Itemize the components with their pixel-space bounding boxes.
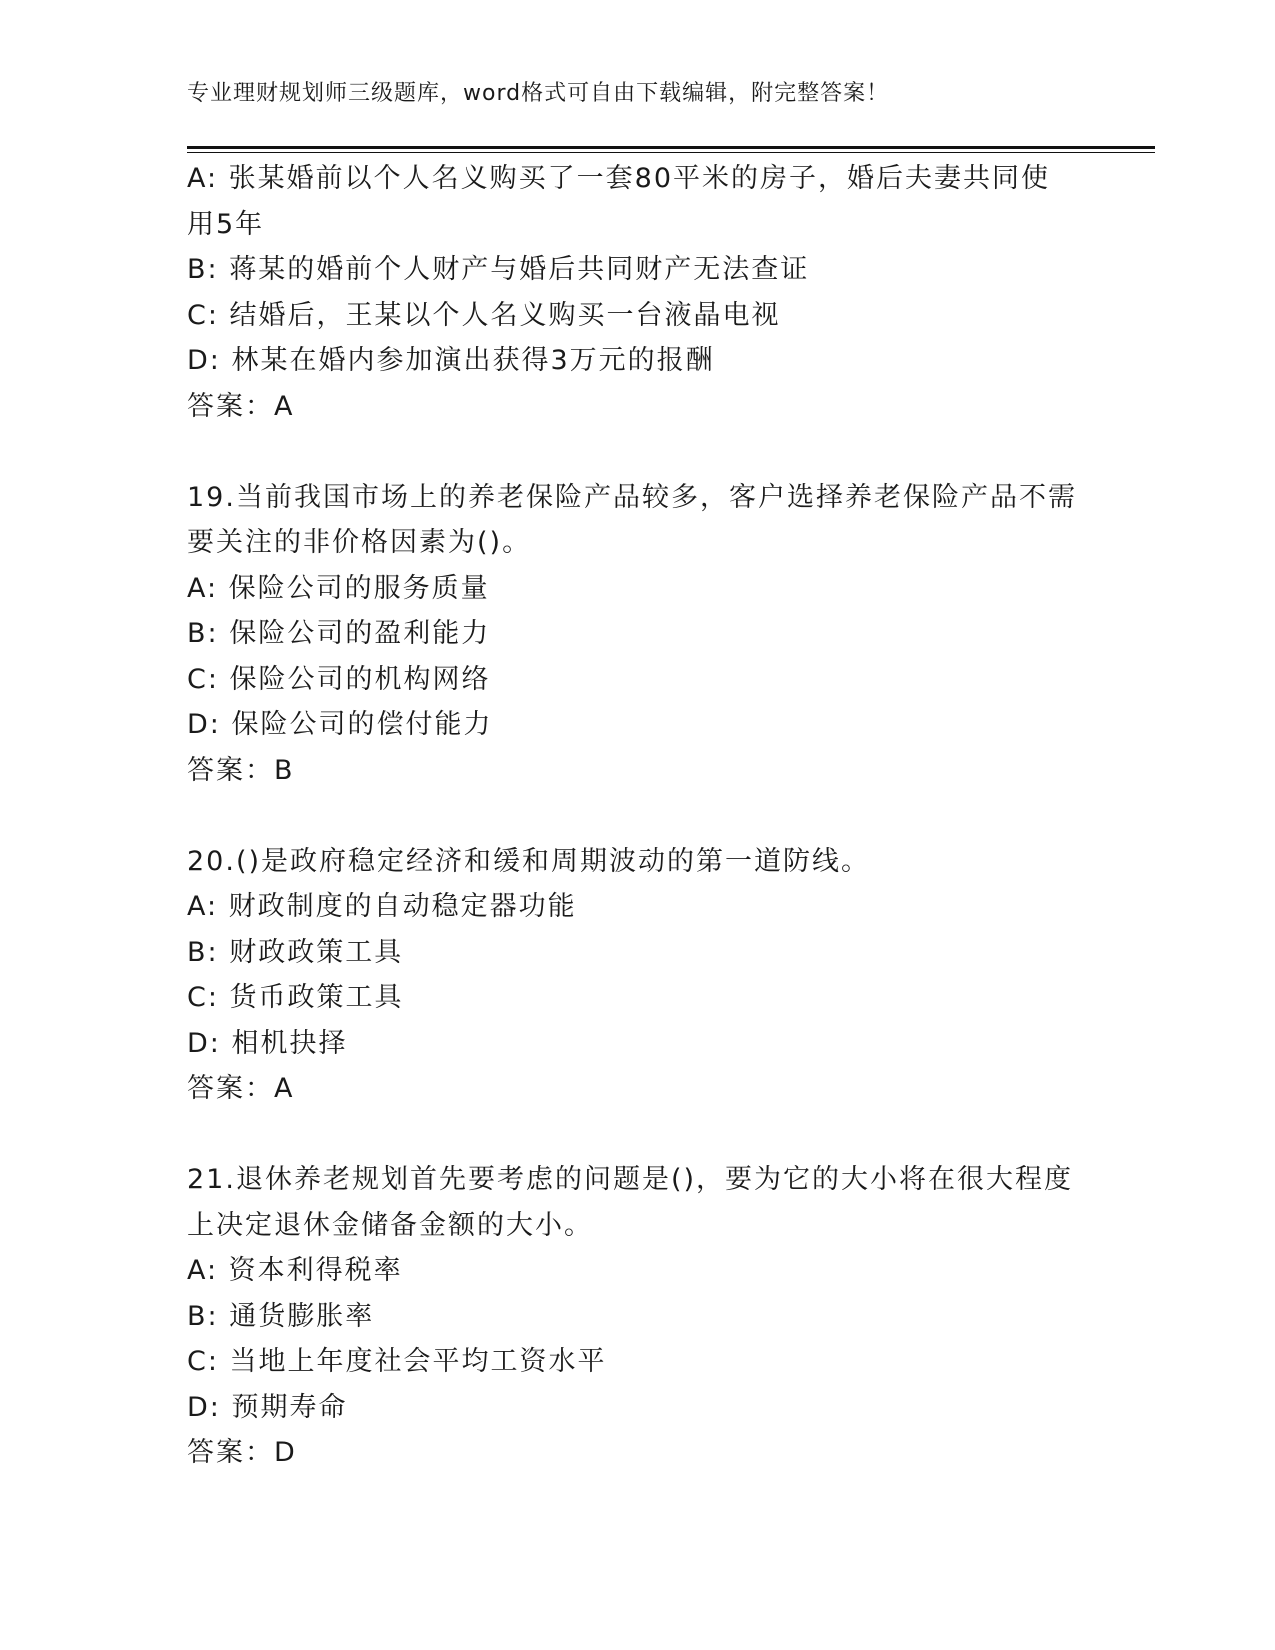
question-content bbox=[187, 156, 1087, 1476]
option-a: A: 财政制度的自动稳定器功能 bbox=[187, 891, 577, 922]
option-a: A: 张某婚前以个人名义购买了一套80平米的房子，婚后夫妻共同使 bbox=[187, 163, 1051, 194]
question-stem-continued: 要关注的非价格因素为()。 bbox=[187, 527, 532, 558]
question-20 bbox=[187, 839, 1087, 1112]
option-a: A: 保险公司的服务质量 bbox=[187, 572, 490, 604]
option-b: B: 蒋某的婚前个人财产与婚后共同财产无法查证 bbox=[187, 254, 810, 285]
option-c: C: 货币政策工具 bbox=[187, 982, 404, 1013]
question-stem: 19.当前我国市场上的养老保险产品较多，客户选择养老保险产品不需 bbox=[187, 481, 1077, 513]
question-stem: 21.退休养老规划首先要考虑的问题是()，要为它的大小将在很大程度 bbox=[187, 1164, 1074, 1195]
option-b: B: 通货膨胀率 bbox=[187, 1300, 375, 1332]
option-a-continued: 用5年 bbox=[187, 208, 265, 240]
answer: 答案：B bbox=[187, 754, 295, 786]
question-21 bbox=[187, 1157, 1087, 1476]
spacer bbox=[187, 429, 1087, 475]
option-a: A: 资本利得税率 bbox=[187, 1255, 403, 1286]
question-stem-continued: 上决定退休金储备金额的大小。 bbox=[187, 1209, 593, 1241]
option-c: C: 保险公司的机构网络 bbox=[187, 663, 491, 695]
question-18-tail bbox=[187, 156, 1087, 429]
question-stem: 20.()是政府稳定经济和缓和周期波动的第一道防线。 bbox=[187, 845, 871, 877]
header-rule-thin bbox=[187, 152, 1155, 153]
option-b: B: 财政政策工具 bbox=[187, 936, 404, 968]
spacer bbox=[187, 1112, 1087, 1158]
answer: 答案：D bbox=[187, 1437, 297, 1468]
option-b: B: 保险公司的盈利能力 bbox=[187, 618, 491, 649]
question-19 bbox=[187, 475, 1087, 794]
option-d: D: 预期寿命 bbox=[187, 1391, 348, 1423]
answer: 答案：A bbox=[187, 390, 295, 422]
answer: 答案：A bbox=[187, 1073, 295, 1104]
option-d: D: 保险公司的偿付能力 bbox=[187, 709, 493, 740]
option-d: D: 林某在婚内参加演出获得3万元的报酬 bbox=[187, 345, 715, 376]
header-rule-thick bbox=[187, 146, 1155, 149]
spacer bbox=[187, 793, 1087, 839]
option-c: C: 结婚后，王某以个人名义购买一台液晶电视 bbox=[187, 299, 781, 331]
page-header: 专业理财规划师三级题库，word格式可自由下载编辑，附完整答案！ bbox=[187, 81, 890, 106]
option-d: D: 相机抉择 bbox=[187, 1027, 348, 1059]
option-c: C: 当地上年度社会平均工资水平 bbox=[187, 1346, 607, 1377]
